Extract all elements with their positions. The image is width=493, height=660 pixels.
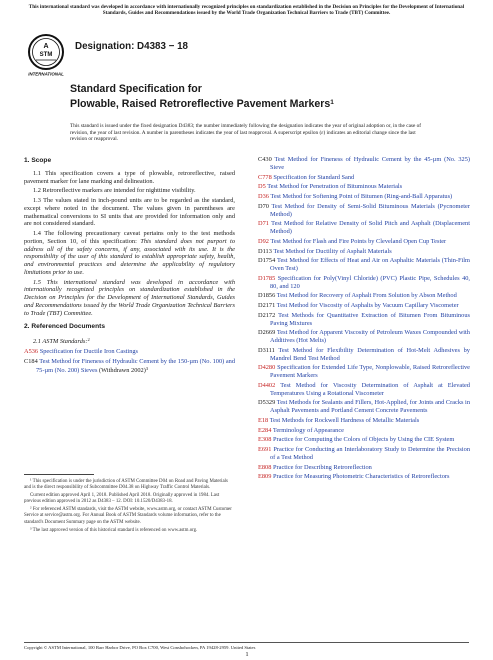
scope-1-2: 1.2 Retroreflective markers are intended for nighttime visibility. xyxy=(33,187,196,195)
reference-item xyxy=(258,292,470,300)
reference-title-link[interactable]: Test Method for Apparent Viscosity of Petroleum Waxes Compounded with Additives (Hot Melts) xyxy=(270,329,470,344)
scope-1-4-caveat: This standard does not purport to address all of the safety concerns, if any, associated with its use. It is the responsibility of the user of this standard to establish appropriate safety, health, and environmental practices and determine the applicability of regulatory limitations prior to use. xyxy=(24,237,235,276)
reference-item xyxy=(258,382,470,398)
reference-title-link[interactable]: Test Method for Effects of Heat and Air on Asphaltic Materials (Thin-Film Oven Test) xyxy=(270,257,470,272)
title-line-2 xyxy=(70,96,410,111)
footer-rule xyxy=(24,642,469,643)
reference-item xyxy=(258,312,470,328)
reference-item xyxy=(258,347,470,363)
scope-heading: 1. Scope xyxy=(24,157,52,164)
astm-standards-label: 2.1 ASTM Standards: xyxy=(33,338,88,345)
reference-item xyxy=(258,275,470,291)
title-footnote-ref: 1 xyxy=(330,99,334,106)
footnote-2: ² For referenced ASTM standards, visit the ASTM website, www.astm.org, or contact ASTM Customer Service at service@astm.org. For Annual Book of ASTM Standards volume information, refer to the standard's Document Summary page on the ASTM website. xyxy=(24,507,232,525)
reference-code[interactable]: E18 xyxy=(258,416,269,424)
footnote-1b: Current edition approved April 1, 2018. Published April 2018. Originally approved in 1984. Last previous edition approved in 2012 as D4383 – 12. DOI: 10.1520/D4383-18. xyxy=(24,493,220,505)
reference-title-link[interactable]: Test Method for Penetration of Bituminous Materials xyxy=(267,183,403,191)
reference-item xyxy=(24,348,235,356)
reference-title-link[interactable]: Test Methods for Quantitative Extraction of Bitumen From Bituminous Paving Mixtures xyxy=(270,311,470,327)
reference-code[interactable]: D71 xyxy=(258,220,269,228)
right-reference-list xyxy=(258,156,470,481)
reference-item xyxy=(258,464,470,472)
astm-logo xyxy=(26,33,68,77)
reference-title-link[interactable]: Specification for Poly(Vinyl Chloride) (PVC) Plastic Pipe, Schedules 40, 80, and 120 xyxy=(270,274,470,290)
wto-notice: This international standard was developed in accordance with internationally recognized principles on standardization established in the Decision on Principles for the Development of International Standards, Guides and Recommendations issued by the World Trade Organization Technical Barriers to Trade (TBT) Committee. xyxy=(28,4,465,17)
standard-note: This standard is issued under the fixed designation D4383; the number immediately following the designation indicates the year of original adoption or, in the case of revision, the year of last revision. A number in parentheses indicates the year of last reapproval. A superscript epsilon (ε) indicates an editorial change since the last revision or reapproval. xyxy=(70,123,422,143)
right-column xyxy=(258,156,470,483)
reference-code[interactable]: D70 xyxy=(258,202,269,210)
reference-code[interactable]: D5329 xyxy=(258,399,276,407)
reference-code[interactable]: D1754 xyxy=(258,257,276,265)
reference-item xyxy=(258,473,470,481)
reference-item xyxy=(258,399,470,415)
scope-1-4 xyxy=(24,230,235,277)
reference-item xyxy=(258,174,470,182)
footnote-ref-2: 2 xyxy=(87,337,90,342)
reference-code[interactable]: D1785 xyxy=(258,274,276,282)
reference-title-link[interactable]: Test Method for Fineness of Hydraulic Cement by the 150-µm (No. 100) and 75-µm (No. 200) Sieves xyxy=(36,357,236,375)
reference-title-link[interactable]: Test Method for Relative Density of Solid Pitch and Asphalt (Displacement Method) xyxy=(270,220,470,235)
reference-title-link[interactable]: Test Methods for Sealants and Fillers, Hot-Applied, for Joints and Cracks in Asphalt Pavements and Portland Cement Concrete Pavements xyxy=(270,399,470,414)
reference-code[interactable]: D2172 xyxy=(258,311,276,319)
reference-title-link[interactable]: Test Method for Density of Semi-Solid Bituminous Materials (Pycnometer Method) xyxy=(270,202,470,218)
reference-title-link[interactable]: Practice for Describing Retroreflection xyxy=(273,463,372,471)
footnotes xyxy=(24,474,235,536)
reference-code[interactable]: E809 xyxy=(258,473,272,481)
reference-title-link[interactable]: Test Method for Viscosity Determination of Asphalt at Elevated Temperatures Using a Rotational Viscometer xyxy=(270,381,470,397)
reference-item xyxy=(258,302,470,310)
reference-code[interactable]: A536 xyxy=(24,347,39,355)
reference-item xyxy=(258,183,470,191)
reference-item xyxy=(258,436,470,444)
footnote-1: ¹ This specification is under the jurisdiction of ASTM Committee D04 on Road and Paving Materials and is the direct responsibility of Subcommittee D04.38 on Highway Traffic Control Materials. xyxy=(24,479,228,491)
logo-text: INTERNATIONAL xyxy=(28,71,64,77)
reference-code[interactable]: D4402 xyxy=(258,381,276,389)
reference-title-link[interactable]: Test Method for Flash and Fire Points by Cleveland Open Cup Tester xyxy=(270,237,447,245)
reference-item xyxy=(258,257,470,273)
reference-title-link[interactable]: Practice for Conducting an Interlaboratory Study to Determine the Precision of a Test Method xyxy=(270,446,471,461)
reference-title-link[interactable]: Test Method for Flexibility Determination of Hot-Melt Adhesives by Mandrel Bend Test Method xyxy=(270,346,470,362)
reference-code[interactable]: C778 xyxy=(258,173,272,181)
reference-code[interactable]: D4280 xyxy=(258,364,276,372)
reference-code[interactable]: D2171 xyxy=(258,302,276,309)
reference-title-link[interactable]: Practice for Measuring Photometric Characteristics of Retroreflectors xyxy=(273,473,450,481)
reference-item xyxy=(258,417,470,425)
reference-title-link[interactable]: Test Method for Ductility of Asphalt Materials xyxy=(273,247,392,255)
reference-item xyxy=(258,329,470,345)
reference-code[interactable]: C184 xyxy=(24,357,38,365)
reference-title-link[interactable]: Specification for Extended Life Type, Nonplowable, Raised Retroreflective Pavement Markers xyxy=(270,364,470,379)
reference-title-link[interactable]: Specification for Ductile Iron Castings xyxy=(39,347,139,355)
reference-code[interactable]: D92 xyxy=(258,237,269,245)
svg-text:A: A xyxy=(43,43,49,50)
reference-item xyxy=(258,248,470,256)
reference-code[interactable]: D1856 xyxy=(258,292,276,300)
reference-item xyxy=(258,220,470,236)
reference-title-link[interactable]: Test Method for Fineness of Hydraulic Cement by the 45-µm (No. 325) Sieve xyxy=(270,156,470,171)
page-number: 1 xyxy=(245,651,249,658)
reference-item xyxy=(258,364,470,380)
reference-item xyxy=(258,427,470,435)
reference-title-link[interactable]: Terminology of Appearance xyxy=(272,426,344,434)
reference-code[interactable]: D113 xyxy=(258,247,272,255)
title-main: Plowable, Raised Retroreflective Pavement Markers xyxy=(70,98,331,110)
scope-1-5: 1.5 This international standard was developed in accordance with internationally recognized principles on standardization established in the Decision on Principles for the Development of International Standards, Guides and Recommendations issued by the World Trade Organization Technical Barriers to Trade (TBT) Committee. xyxy=(24,278,235,317)
references-2-1 xyxy=(24,336,235,346)
scope-1-1: 1.1 This specification covers a type of plowable, retroreflective, raised pavement marker for lane marking and delineation. xyxy=(24,169,235,185)
footnote-3: ³ The last approved version of this historical standard is referenced on www.astm.org. xyxy=(30,527,198,533)
reference-title-link[interactable]: Test Method for Recovery of Asphalt From Solution by Abson Method xyxy=(276,292,457,300)
left-column xyxy=(24,154,235,377)
scope-1-3: 1.3 The values stated in inch-pound units are to be regarded as the standard, except where noted in the document. The values given in parentheses are mathematical conversions to SI units that are provided for information only and are not considered standard. xyxy=(24,197,235,228)
copyright-line: Copyright © ASTM International, 100 Barr Harbor Drive, PO Box C700, West Conshohocken, PA 19428-2959. United States xyxy=(24,645,256,650)
reference-title-link[interactable]: Test Method for Viscosity of Asphalts by Vacuum Capillary Viscometer xyxy=(276,302,459,309)
reference-code[interactable]: D2669 xyxy=(258,329,276,337)
reference-code[interactable]: E691 xyxy=(258,446,272,453)
reference-suffix: (Withdrawn 2002) xyxy=(97,367,146,375)
reference-title-link[interactable]: Test Methods for Rockwell Hardness of Metallic Materials xyxy=(269,416,420,424)
reference-title-link[interactable]: Specification for Standard Sand xyxy=(273,173,355,181)
reference-item xyxy=(24,358,235,376)
reference-item xyxy=(258,156,470,172)
reference-item xyxy=(258,203,470,219)
reference-code[interactable]: D36 xyxy=(258,193,269,200)
reference-item xyxy=(258,238,470,246)
title-line-1: Standard Specification for xyxy=(70,83,202,95)
reference-code[interactable]: D5 xyxy=(258,183,266,191)
document-title xyxy=(70,83,410,111)
references-heading: 2. Referenced Documents xyxy=(24,323,105,331)
reference-code[interactable]: E808 xyxy=(258,463,272,471)
reference-footnote-ref: 3 xyxy=(145,366,149,372)
reference-title-link[interactable]: Test Method for Softening Point of Bitumen (Ring-and-Ball Apparatus) xyxy=(270,193,453,200)
svg-text:STM: STM xyxy=(39,52,53,58)
reference-item xyxy=(258,446,470,462)
footnote-rule xyxy=(24,474,94,475)
designation: Designation: D4383 − 18 xyxy=(75,41,188,52)
reference-code[interactable]: E284 xyxy=(258,426,272,434)
reference-title-link[interactable]: Practice for Computing the Colors of Objects by Using the CIE System xyxy=(273,436,455,444)
reference-item xyxy=(258,193,470,201)
reference-code[interactable]: C430 xyxy=(258,156,272,163)
left-reference-list xyxy=(24,348,235,375)
reference-code[interactable]: E308 xyxy=(258,436,272,444)
reference-code[interactable]: D3111 xyxy=(258,346,275,354)
scope-1-4-intro: 1.4 The following precautionary caveat pertains only to the test methods portion, Section 10, of this specification: xyxy=(24,230,235,245)
